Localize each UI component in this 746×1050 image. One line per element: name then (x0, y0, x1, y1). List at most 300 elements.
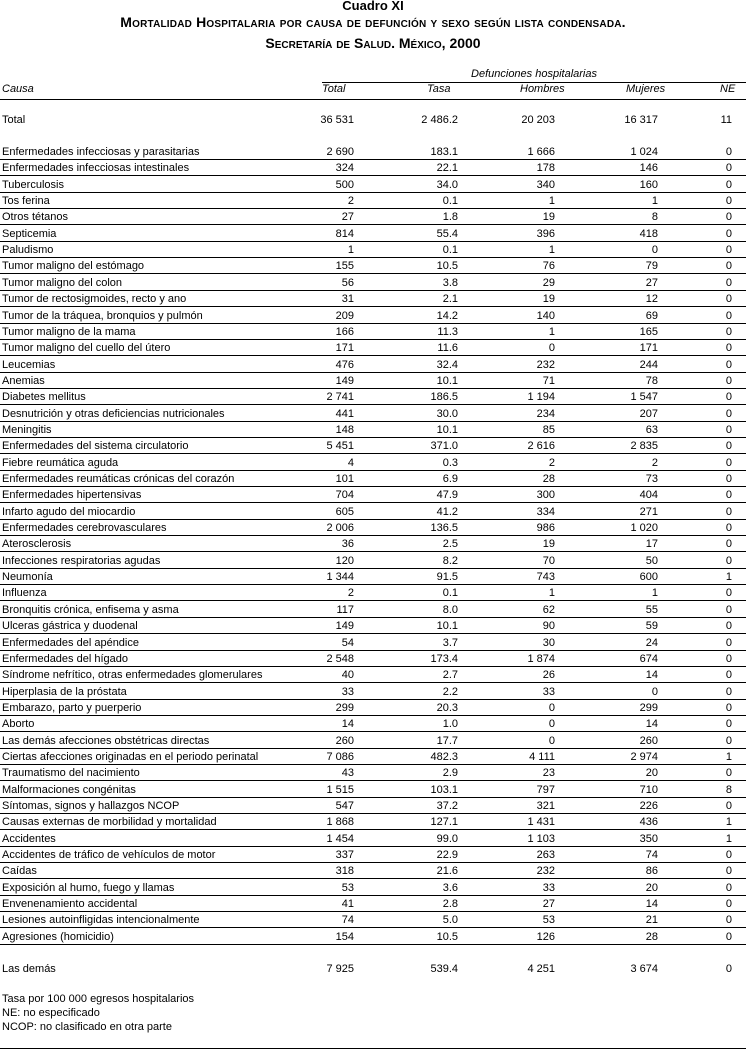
table-row (0, 275, 746, 291)
cell-total: 120 (335, 554, 354, 567)
cell-ne: 0 (725, 407, 732, 420)
cell-total: 41 (341, 898, 354, 911)
cell-mujeres: 69 (645, 309, 658, 322)
cell-mujeres: 50 (645, 554, 658, 567)
cell-causa: Meningitis (2, 423, 52, 436)
cell-mujeres: 600 (639, 571, 658, 584)
footnote: NCOP: no clasificado en otra parte (2, 1021, 172, 1033)
table-row (0, 291, 746, 307)
cell-tasa: 3.8 (442, 276, 458, 289)
cell-hombres: 53 (542, 914, 555, 927)
cell-tasa: 482.3 (430, 750, 458, 763)
cell-total: 2 (347, 195, 354, 208)
cell-tasa: 37.2 (436, 800, 458, 812)
cell-ne: 0 (725, 146, 732, 158)
table-row (0, 733, 746, 749)
cell-causa: Hiperplasia de la próstata (2, 685, 127, 698)
table-row (0, 357, 746, 373)
column-header-tasa: Tasa (427, 83, 451, 95)
cell-hombres: 23 (542, 767, 555, 780)
cell-ne: 0 (725, 603, 732, 616)
cell-total: 14 (341, 718, 354, 731)
cell-mujeres: 2 (651, 456, 658, 469)
cell-total: 27 (341, 211, 354, 224)
cell-hombres: 0 (548, 342, 555, 355)
cell-tasa: 10.5 (436, 260, 458, 273)
cell-causa: Enfermedades hipertensivas (2, 489, 142, 502)
cell-tasa: 17.7 (436, 734, 458, 747)
cell-ne: 0 (725, 423, 732, 436)
table-row (0, 765, 746, 781)
table-row (0, 814, 746, 830)
cell-tasa: 10.1 (436, 374, 458, 387)
cell-causa: Infecciones respiratorias agudas (2, 554, 161, 567)
cell-tasa: 0.1 (442, 587, 458, 600)
cell-total: 101 (335, 473, 354, 485)
table-row (0, 667, 746, 683)
cell-mujeres: 2 974 (630, 750, 658, 763)
cell-ne: 0 (725, 881, 732, 894)
cell-ne: 0 (725, 930, 732, 943)
cell-causa: Tumor maligno de la mama (2, 325, 136, 338)
table-row (0, 471, 746, 487)
cell-total: 54 (341, 636, 354, 649)
cell-mujeres: 24 (645, 636, 658, 649)
cell-ne: 0 (725, 227, 732, 240)
cell-mujeres: 20 (645, 767, 658, 780)
cell-mujeres: 1 547 (630, 391, 658, 404)
cell-causa: Enfermedades infecciosas y parasitarias (2, 146, 200, 158)
cell-mujeres: 59 (645, 620, 658, 633)
cell-total: 547 (335, 800, 354, 812)
column-header-ne: NE (720, 83, 736, 95)
cell-hombres: 62 (542, 603, 555, 616)
cell-tasa: 3.7 (442, 636, 458, 649)
cell-tasa: 34.0 (436, 178, 458, 191)
cell-hombres: 797 (536, 783, 555, 796)
cell-ne: 0 (725, 800, 732, 812)
cell-mujeres: 165 (639, 325, 658, 338)
cell-total: 1 868 (326, 816, 354, 829)
cell-mujeres: 1 (651, 587, 658, 600)
cell-ne: 1 (725, 832, 732, 845)
cell-mujeres: 63 (645, 423, 658, 436)
table-row (0, 716, 746, 732)
cell-mujeres: 14 (645, 669, 658, 682)
cell-tasa: 22.9 (436, 849, 458, 862)
cell-tasa: 11.6 (437, 342, 458, 355)
cell-causa: Leucemias (2, 358, 56, 371)
cell-ne: 0 (725, 260, 732, 273)
table-row (0, 635, 746, 651)
table-row (0, 340, 746, 356)
cell-causa: Aborto (2, 718, 35, 731)
cell-mujeres: 8 (651, 211, 658, 224)
cell-causa: Influenza (2, 587, 47, 600)
cell-total: 36 (341, 538, 354, 551)
cell-hombres: 27 (542, 898, 555, 911)
cell-tasa: 183.1 (430, 146, 458, 158)
cell-ne: 0 (725, 718, 732, 731)
cell-tasa: 99.0 (436, 832, 458, 845)
cell-causa: Aterosclerosis (2, 538, 72, 551)
cell-causa: Fiebre reumática aguda (2, 456, 119, 469)
table-title: Mortalidad Hospitalaria por causa de defunción y sexo según lista condensada. (120, 14, 626, 30)
footnote: NE: no especificado (2, 1007, 100, 1019)
cell-causa: Tumor de rectosigmoides, recto y ano (2, 293, 187, 306)
cell-causa: Agresiones (homicidio) (2, 930, 114, 943)
table-row (0, 912, 746, 928)
cell-ne: 0 (725, 522, 732, 535)
cell-causa: Diabetes mellitus (2, 391, 86, 404)
cell-hombres: 743 (536, 571, 555, 584)
cell-tasa: 91.5 (436, 571, 458, 584)
cell-causa: Enfermedades del apéndice (2, 636, 139, 649)
cell-total: 53 (341, 881, 354, 894)
cell-hombres: 0 (548, 701, 555, 714)
cell-hombres: 232 (536, 358, 555, 371)
cell-ne: 0 (725, 652, 732, 665)
cell-hombres: 334 (536, 505, 555, 518)
cell-mujeres: 2 835 (630, 440, 658, 453)
cell-causa: Tumor de la tráquea, bronquios y pulmón (2, 309, 203, 322)
cell-causa: Anemias (2, 374, 45, 387)
cell-mujeres: 20 (645, 881, 658, 894)
cell-ne: 0 (725, 178, 732, 191)
cell-tasa: 1.8 (442, 211, 458, 224)
table-row (0, 863, 746, 879)
cell-tasa: 55.4 (436, 227, 458, 240)
cell-mujeres: 17 (645, 538, 658, 551)
cell-hombres: 263 (536, 849, 555, 862)
cell-hombres: 1 (548, 587, 555, 600)
cell-causa: Ulceras gástrica y duodenal (2, 620, 138, 633)
cell-tasa: 47.9 (436, 489, 458, 502)
cell-total: 43 (341, 767, 354, 780)
cell-ne: 0 (725, 440, 732, 453)
cell-total: 154 (335, 930, 354, 943)
cell-total: 1 (347, 244, 354, 257)
cell-hombres: 300 (536, 489, 555, 502)
cell-ne: 0 (725, 456, 732, 469)
table-row (0, 504, 746, 520)
cell-ne: 0 (725, 914, 732, 927)
cell-mujeres: 74 (645, 849, 658, 862)
table-row (0, 308, 746, 324)
cell-mujeres: 79 (645, 260, 658, 273)
table-row (0, 602, 746, 618)
cell-mujeres: 1 020 (630, 522, 658, 535)
cell-ne: 8 (725, 783, 732, 796)
cell-hombres: 30 (542, 636, 555, 649)
cell-mujeres: 260 (639, 734, 658, 747)
cell-total: 5 451 (326, 440, 354, 453)
cell-hombres: 19 (542, 211, 555, 224)
cell-causa: Tumor maligno del estómago (2, 260, 145, 273)
cell-ne: 0 (725, 898, 732, 911)
cell-hombres: 340 (536, 178, 555, 191)
cell-total: 814 (335, 227, 354, 240)
cell-mujeres: 160 (639, 178, 658, 191)
cell-causa: Traumatismo del nacimiento (2, 767, 140, 780)
cell-mujeres: 73 (645, 473, 658, 485)
cell-tasa: 2.1 (442, 293, 458, 306)
table-row (0, 929, 746, 945)
cell-ne: 1 (725, 750, 732, 763)
cell-ne: 0 (725, 473, 732, 485)
cell-mujeres: 299 (639, 701, 658, 714)
table-row (0, 520, 746, 536)
cell-ne: 0 (725, 391, 732, 404)
cell-total: 324 (335, 162, 354, 175)
cell-causa: Malformaciones congénitas (2, 783, 136, 796)
table-row (0, 896, 746, 912)
cell-ne: 0 (725, 701, 732, 714)
cell-hombres: 321 (536, 800, 555, 812)
cell-causa: Embarazo, parto y puerperio (2, 701, 142, 714)
cell-mujeres: 27 (645, 276, 658, 289)
cell-ne: 0 (725, 211, 732, 224)
cell-causa: Desnutrición y otras deficiencias nutricionales (2, 407, 225, 420)
table-row (0, 569, 746, 585)
cell-ne: 0 (725, 767, 732, 780)
cell-hombres: 1 (548, 325, 555, 338)
cell-causa: Infarto agudo del miocardio (2, 505, 136, 518)
cell-total: 149 (335, 374, 354, 387)
cell-mujeres: 28 (645, 930, 658, 943)
cell-ne: 0 (725, 374, 732, 387)
cell-mujeres: 14 (645, 898, 658, 911)
cell-mujeres: 674 (639, 652, 658, 665)
cell-ne: 1 (725, 816, 732, 829)
cell-causa: Tos ferina (2, 195, 50, 208)
cell-mujeres: 1 024 (630, 146, 658, 158)
cell-hombres: 19 (542, 538, 555, 551)
cell-total: 36 531 (320, 114, 354, 126)
cell-hombres: 4 111 (529, 750, 555, 763)
cell-total: 441 (335, 407, 354, 420)
cell-tasa: 0.1 (442, 195, 458, 208)
cell-hombres: 85 (542, 423, 555, 436)
cell-total: 7 086 (326, 750, 354, 763)
cell-causa: Total (2, 114, 26, 126)
cell-hombres: 76 (542, 260, 555, 273)
footnotes (2, 992, 194, 1034)
cell-total: 148 (335, 423, 354, 436)
cell-total: 605 (335, 505, 354, 518)
cell-tasa: 2.9 (442, 767, 458, 780)
last-row (0, 961, 746, 977)
cell-total: 704 (335, 489, 354, 502)
header-divider (0, 99, 746, 100)
cell-causa: Las demás (2, 963, 56, 975)
cell-mujeres: 146 (639, 162, 658, 175)
table-row (0, 651, 746, 667)
cell-causa: Exposición al humo, fuego y llamas (2, 881, 175, 894)
cell-total: 149 (335, 620, 354, 633)
cell-tasa: 2 486.2 (421, 114, 458, 126)
cell-mujeres: 86 (645, 865, 658, 878)
cell-ne: 0 (725, 293, 732, 306)
cell-tasa: 30.0 (436, 407, 458, 420)
cell-causa: Enfermedades cerebrovasculares (2, 522, 167, 535)
total-row (0, 112, 746, 128)
table-row (0, 455, 746, 471)
cell-ne: 0 (725, 309, 732, 322)
cell-tasa: 32.4 (436, 358, 458, 371)
cell-ne: 0 (725, 865, 732, 878)
cell-hombres: 1 874 (527, 652, 555, 665)
table-row (0, 684, 746, 700)
cell-ne: 0 (725, 325, 732, 338)
cell-hombres: 33 (542, 685, 555, 698)
cell-tasa: 2.5 (442, 538, 458, 551)
cell-tasa: 0.3 (442, 456, 458, 469)
cell-tasa: 127.1 (430, 816, 458, 829)
table-row (0, 782, 746, 798)
table-number: Cuadro XI (342, 0, 404, 13)
table-row (0, 487, 746, 503)
cell-tasa: 2.2 (442, 685, 458, 698)
cell-tasa: 539.4 (430, 963, 458, 975)
table-row (0, 749, 746, 765)
cell-tasa: 22.1 (436, 162, 458, 175)
cell-tasa: 186.5 (430, 391, 458, 404)
cell-hombres: 26 (542, 669, 555, 682)
cell-total: 500 (335, 178, 354, 191)
cell-causa: Las demás afecciones obstétricas directas (2, 734, 210, 747)
cell-mujeres: 1 (651, 195, 658, 208)
cell-hombres: 1 666 (527, 146, 555, 158)
cell-causa: Enfermedades reumáticas crónicas del corazón (2, 473, 235, 485)
cell-ne: 0 (725, 554, 732, 567)
cell-tasa: 11.3 (437, 325, 458, 338)
cell-total: 2 006 (326, 522, 354, 535)
cell-mujeres: 16 317 (624, 114, 658, 126)
cell-causa: Enfermedades del hígado (2, 652, 128, 665)
cell-hombres: 90 (542, 620, 555, 633)
table-row (0, 831, 746, 847)
cell-hombres: 178 (536, 162, 555, 175)
table-row (0, 798, 746, 814)
cell-hombres: 20 203 (521, 114, 555, 126)
cell-hombres: 2 616 (527, 440, 555, 453)
cell-mujeres: 207 (639, 407, 658, 420)
cell-ne: 0 (725, 685, 732, 698)
cell-ne: 0 (725, 734, 732, 747)
cell-mujeres: 21 (645, 914, 658, 927)
table-row (0, 242, 746, 258)
cell-total: 4 (347, 456, 354, 469)
cell-causa: Enfermedades del sistema circulatorio (2, 440, 189, 453)
cell-causa: Neumonía (2, 571, 53, 584)
cell-tasa: 20.3 (436, 701, 458, 714)
cell-mujeres: 271 (639, 505, 658, 518)
column-header-total: Total (322, 83, 346, 95)
cell-hombres: 0 (548, 734, 555, 747)
table-row (0, 209, 746, 225)
cell-hombres: 19 (542, 293, 555, 306)
table-row (0, 438, 746, 454)
cell-hombres: 1 431 (527, 816, 555, 829)
table-row (0, 618, 746, 634)
cell-tasa: 14.2 (436, 309, 458, 322)
cell-tasa: 103.1 (430, 783, 458, 796)
cell-tasa: 3.6 (442, 881, 458, 894)
cell-total: 318 (335, 865, 354, 878)
cell-causa: Septicemia (2, 227, 57, 240)
cell-total: 74 (341, 914, 354, 927)
cell-mujeres: 710 (639, 783, 658, 796)
cell-causa: Causas externas de morbilidad y mortalidad (2, 816, 217, 829)
column-header-mujeres: Mujeres (626, 83, 666, 95)
cell-total: 260 (335, 734, 354, 747)
table-row (0, 324, 746, 340)
cell-ne: 0 (725, 342, 732, 355)
cell-mujeres: 404 (639, 489, 658, 502)
cell-hombres: 126 (536, 930, 555, 943)
bottom-divider (0, 1048, 746, 1049)
cell-ne: 0 (725, 669, 732, 682)
cell-causa: Síntomas, signos y hallazgos NCOP (2, 800, 180, 812)
table-row (0, 406, 746, 422)
cell-causa: Ciertas afecciones originadas en el periodo perinatal (2, 750, 259, 763)
table-row (0, 389, 746, 405)
cell-mujeres: 418 (639, 227, 658, 240)
cell-tasa: 371.0 (430, 440, 458, 453)
table-row (0, 373, 746, 389)
cell-total: 299 (335, 701, 354, 714)
cell-tasa: 8.0 (442, 603, 458, 616)
cell-ne: 0 (725, 620, 732, 633)
cell-ne: 0 (725, 162, 732, 175)
cell-total: 171 (335, 342, 354, 355)
cell-hombres: 140 (536, 309, 555, 322)
cell-tasa: 10.1 (436, 620, 458, 633)
cell-mujeres: 436 (639, 816, 658, 829)
table-row (0, 536, 746, 552)
cell-hombres: 71 (542, 374, 555, 387)
cell-causa: Caídas (2, 865, 37, 878)
cell-mujeres: 78 (645, 374, 658, 387)
cell-hombres: 986 (536, 522, 555, 535)
cell-causa: Síndrome nefrítico, otras enfermedades glomerulares (2, 669, 263, 682)
cell-total: 33 (341, 685, 354, 698)
cell-causa: Enfermedades infecciosas intestinales (2, 162, 190, 175)
cell-hombres: 1 (548, 244, 555, 257)
cell-hombres: 1 103 (527, 832, 555, 845)
cell-hombres: 234 (536, 407, 555, 420)
cell-hombres: 33 (542, 881, 555, 894)
cell-tasa: 10.5 (436, 930, 458, 943)
cell-hombres: 1 (548, 195, 555, 208)
cell-ne: 0 (725, 505, 732, 518)
cell-hombres: 28 (542, 473, 555, 485)
cell-ne: 0 (725, 849, 732, 862)
cell-mujeres: 244 (639, 358, 658, 371)
cell-tasa: 0.1 (442, 244, 458, 257)
table-row (0, 880, 746, 896)
column-header-causa: Causa (2, 83, 34, 95)
cell-ne: 0 (725, 276, 732, 289)
cell-total: 2 548 (326, 652, 354, 665)
table-row (0, 160, 746, 176)
cell-total: 40 (341, 669, 354, 682)
cell-tasa: 10.1 (436, 423, 458, 436)
cell-causa: Envenenamiento accidental (2, 898, 138, 911)
footnote: Tasa por 100 000 egresos hospitalarios (2, 993, 195, 1005)
cell-causa: Accidentes de tráfico de vehículos de motor (2, 849, 216, 862)
